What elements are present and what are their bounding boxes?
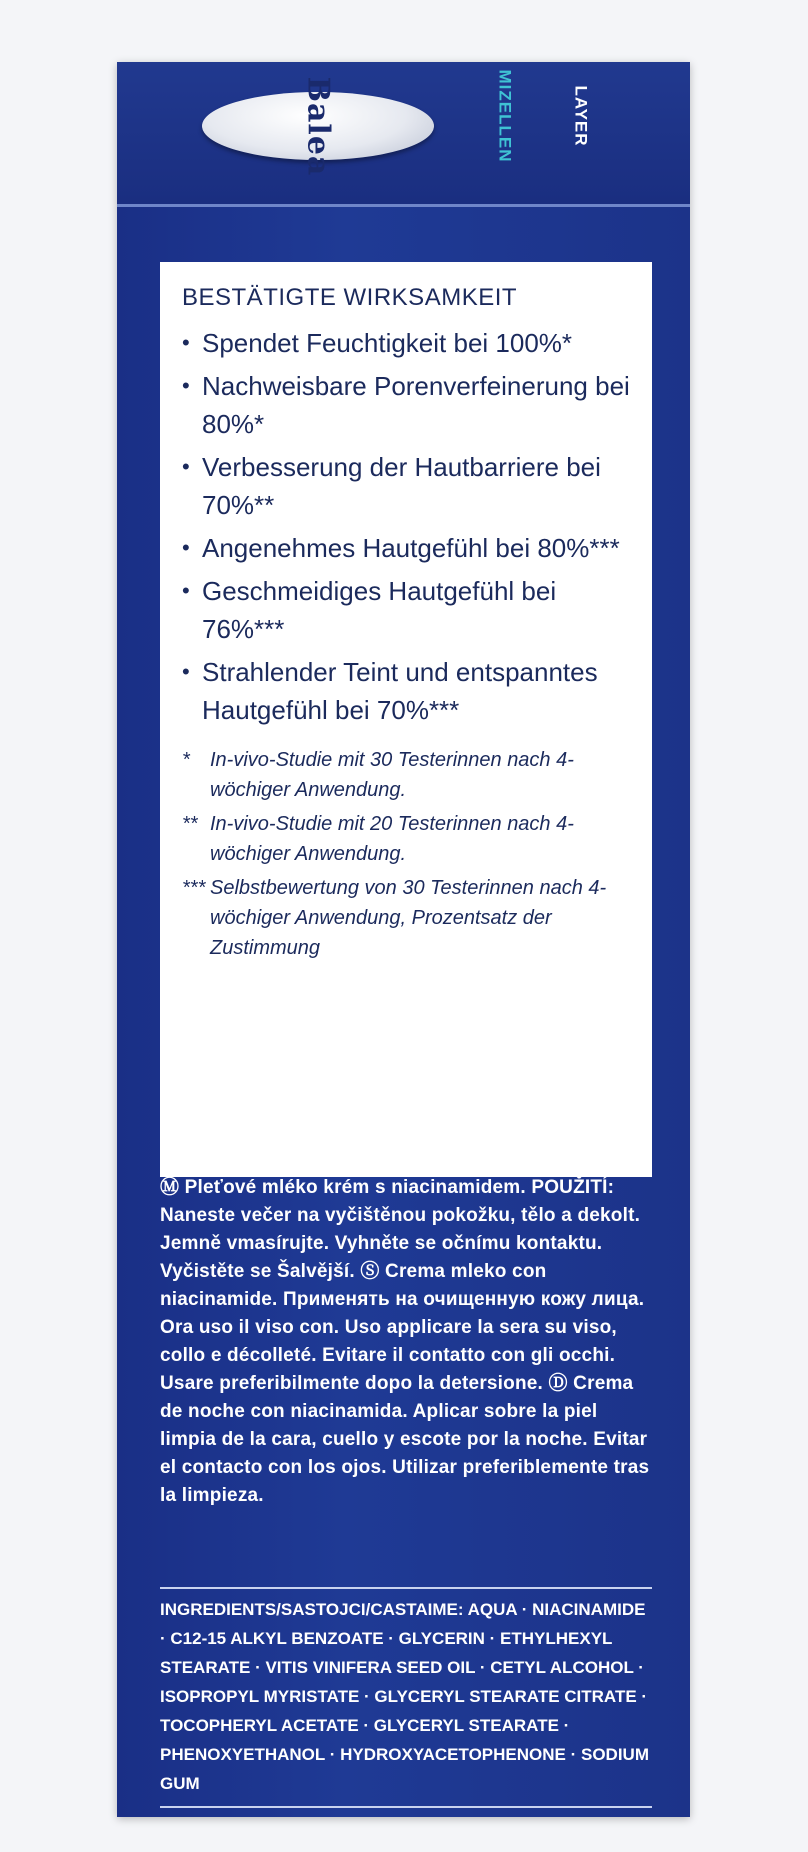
footnote <box>182 745 630 805</box>
efficacy-panel <box>160 262 652 1177</box>
divider <box>160 1587 652 1589</box>
efficacy-heading: BESTÄTIGTE WIRKSAMKEIT <box>182 284 518 311</box>
footnote-mark: ** <box>182 813 198 835</box>
side-label-white: LAYER <box>572 85 591 147</box>
box-top-strip <box>117 62 690 207</box>
divider <box>160 1806 652 1808</box>
footnote <box>182 873 630 963</box>
side-label-teal: MIZELLEN <box>495 69 514 163</box>
usage-description: Ⓜ Pleťové mléko krém s niacinamidem. POUŽITÍ: Naneste večer na vyčištěnou pokožku, tělo a dekolt. Jemně vmasírujte. Vyhněte se očnímu kontaktu. Vyčistěte se Šalvější. Ⓢ Crema mleko con niacinamide. Применять на очищенную кожу лица. Ora uso il viso con. Uso applicare la sera su viso, collo e décolleté. Evitare il contatto con gli occhi. Usare preferibilmente dopo la detersione. Ⓓ Crema de noche con niacinamida. Aplicar sobre la piel limpia de la cara, cuello y escote por la noche. Evitar el contacto con los ojos. Utilizar preferiblemente tras la limpieza. <box>160 1177 650 1506</box>
claim-item: • Strahlender Teint und entspanntes Hautgefühl bei 70%*** <box>182 653 630 729</box>
footnote-mark: * <box>182 749 190 771</box>
footnote-text: In-vivo-Studie mit 20 Testerinnen nach 4-wöchiger Anwendung. <box>210 813 574 865</box>
footnote <box>182 809 630 869</box>
claims-list <box>182 324 630 729</box>
brand-logo <box>202 76 434 176</box>
footnote-text: Selbstbewertung von 30 Testerinnen nach 4-wöchiger Anwendung, Prozentsatz der Zustimmung <box>210 877 607 959</box>
ingredients-list: INGREDIENTS/SASTOJCI/CASTAIME: AQUA · NIACINAMIDE · C12-15 ALKYL BENZOATE · GLYCERIN · ETHYLHEXYL STEARATE · VITIS VINIFERA SEED OIL · CETYL ALCOHOL · ISOPROPYL MYRISTATE · GLYCERYL STEARATE CITRATE · TOCOPHERYL ACETATE · GLYCERYL STEARATE · PHENOXYETHANOL · HYDROXYACETOPHENONE · SODIUM GUM <box>160 1600 649 1793</box>
claim-item: • Nachweisbare Porenverfeinerung bei 80%* <box>182 367 630 443</box>
claim-item: • Geschmeidiges Hautgefühl bei 76%*** <box>182 572 630 648</box>
claim-item: • Verbesserung der Hautbarriere bei 70%** <box>182 448 630 524</box>
claim-item: • Angenehmes Hautgefühl bei 80%*** <box>182 529 630 567</box>
claim-item: • Spendet Feuchtigkeit bei 100%* <box>182 324 630 362</box>
brand-logo-text: Balea <box>300 76 336 176</box>
footnotes <box>182 745 630 963</box>
product-box <box>117 62 690 1817</box>
footnote-text: In-vivo-Studie mit 30 Testerinnen nach 4-wöchiger Anwendung. <box>210 749 574 801</box>
footnote-mark: *** <box>182 877 206 899</box>
